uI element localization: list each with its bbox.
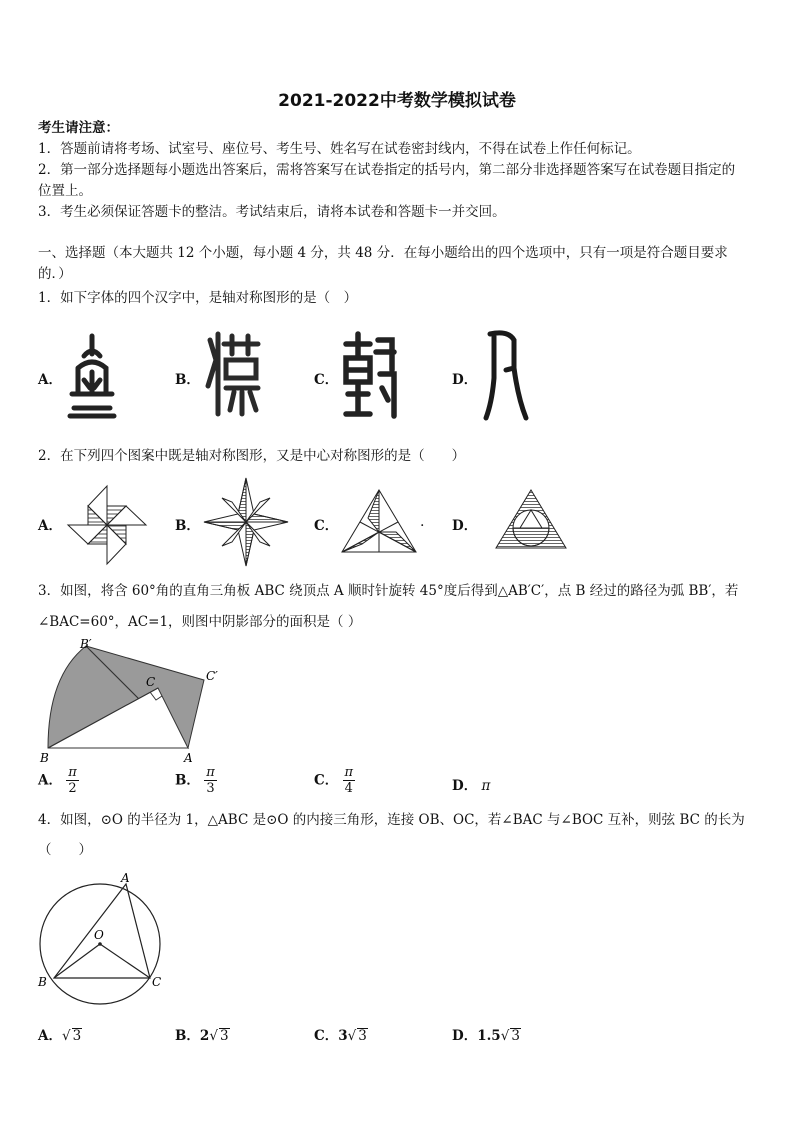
q3-option-b-label: B． bbox=[175, 772, 200, 789]
q4-stem-line1: 4．如图，⊙O 的半径为 1，△ABC 是⊙O 的内接三角形，连接 OB、OC，若∠BAC 与∠BOC 互补，则弦 BC 的长为 bbox=[38, 812, 745, 828]
q3-option-a-fraction: $\frac{\pi}{2}$ bbox=[68, 765, 77, 796]
q3-option-d bbox=[452, 774, 490, 794]
notice-item-2: 2．第一部分选择题每小题选出答案后，需将答案写在试卷指定的括号内，第二部分非选择题答案写在试卷题目指定的 bbox=[38, 162, 736, 178]
q1-glyph-b bbox=[202, 330, 264, 422]
q3-option-c-label: C． bbox=[314, 772, 339, 789]
label-a: A bbox=[184, 751, 193, 765]
q3-option-c-fraction: $\frac{\pi}{4}$ bbox=[344, 765, 354, 796]
q3-option-b-fraction: $\frac{\pi}{3}$ bbox=[206, 765, 215, 796]
label-o: O bbox=[94, 928, 104, 942]
section-heading-cont: 的．） bbox=[38, 266, 72, 282]
q3-option-a-label: A． bbox=[38, 772, 62, 789]
q3-rotation-figure bbox=[38, 636, 228, 766]
q2-triangle-figure bbox=[340, 488, 418, 556]
q4-circle-figure bbox=[36, 870, 168, 1010]
notice-item-3: 3．考生必须保证答题卡的整洁。考试结束后，请将本试卷和答题卡一并交回。 bbox=[38, 204, 506, 220]
label-c: C bbox=[152, 975, 162, 989]
q2-stray-dot: . bbox=[420, 514, 425, 530]
q4-option-d-radicand: 3 bbox=[511, 1028, 520, 1044]
q3-stem-line2: ∠BAC=60°，AC=1，则图中阴影部分的面积是（ ） bbox=[38, 614, 362, 630]
q2-option-a-label: A． bbox=[38, 518, 62, 534]
q4-stem-line2: （ ） bbox=[38, 842, 92, 858]
q3-option-d-label: D． bbox=[452, 778, 478, 794]
q4-option-c: C．3√ 3 bbox=[314, 1028, 367, 1044]
q4-option-c-label: C． bbox=[314, 1028, 339, 1044]
exam-title: 2021-2022中考数学模拟试卷 bbox=[278, 91, 516, 111]
q4-option-b-radicand: 3 bbox=[219, 1028, 229, 1044]
label-b: B bbox=[38, 975, 47, 989]
q4-option-d-label: D． bbox=[452, 1028, 478, 1044]
label-b-prime: B′ bbox=[80, 637, 92, 651]
q4-option-b-label: B． bbox=[175, 1028, 200, 1044]
q1-option-a-label: A． bbox=[38, 372, 62, 388]
label-c: C bbox=[146, 675, 156, 689]
q4-option-c-radicand: 3 bbox=[358, 1028, 367, 1044]
q1-glyph-c bbox=[340, 330, 398, 422]
q3-option-b bbox=[175, 766, 217, 796]
label-c-prime: C′ bbox=[206, 669, 218, 683]
q4-option-a: A．√ 3 bbox=[38, 1028, 82, 1044]
q3-option-c bbox=[314, 766, 355, 796]
q2-option-c-label: C． bbox=[314, 518, 339, 534]
q1-glyph-d bbox=[478, 328, 530, 422]
notice-item-2-cont: 位置上。 bbox=[38, 183, 92, 199]
q4-option-a-radicand: 3 bbox=[72, 1028, 82, 1044]
q1-option-c-label: C． bbox=[314, 372, 339, 388]
notice-item-1: 1．答题前请将考场、试室号、座位号、考生号、姓名写在试卷密封线内，不得在试卷上作任何标记。 bbox=[38, 141, 641, 157]
q2-star-figure bbox=[202, 476, 290, 568]
q1-glyph-a bbox=[64, 332, 120, 424]
q4-option-d: D．1.5√ 3 bbox=[452, 1028, 520, 1044]
q1-option-d-label: D． bbox=[452, 372, 478, 388]
q4-option-a-label: A． bbox=[38, 1028, 62, 1044]
q2-pinwheel-figure bbox=[66, 484, 148, 566]
q1-stem: 1．如下字体的四个汉字中，是轴对称图形的是（ ） bbox=[38, 290, 358, 306]
notice-heading: 考生请注意： bbox=[38, 120, 119, 136]
q2-option-d-label: D． bbox=[452, 518, 478, 534]
q2-stem: 2．在下列四个图案中既是轴对称图形，又是中心对称图形的是（ ） bbox=[38, 448, 466, 464]
label-b: B bbox=[40, 751, 49, 765]
q1-option-b-label: B． bbox=[175, 372, 200, 388]
q2-option-b-label: B． bbox=[175, 518, 200, 534]
q3-stem-line1: 3．如图，将含 60°角的直角三角板 ABC 绕顶点 A 顺时针旋转 45°度后得到△AB′C′，点 B 经过的路径为弧 BB′，若 bbox=[38, 583, 739, 599]
q3-option-a bbox=[38, 766, 79, 796]
q4-option-b: B．2√ 3 bbox=[175, 1028, 229, 1044]
q3-option-d-value: π bbox=[481, 778, 491, 794]
section-heading: 一、选择题（本大题共 12 个小题，每小题 4 分，共 48 分．在每小题给出的四个选项中，只有一项是符合题目要求 bbox=[38, 245, 728, 261]
q2-circle-triangle-figure bbox=[494, 488, 568, 552]
label-a: A bbox=[121, 871, 130, 885]
